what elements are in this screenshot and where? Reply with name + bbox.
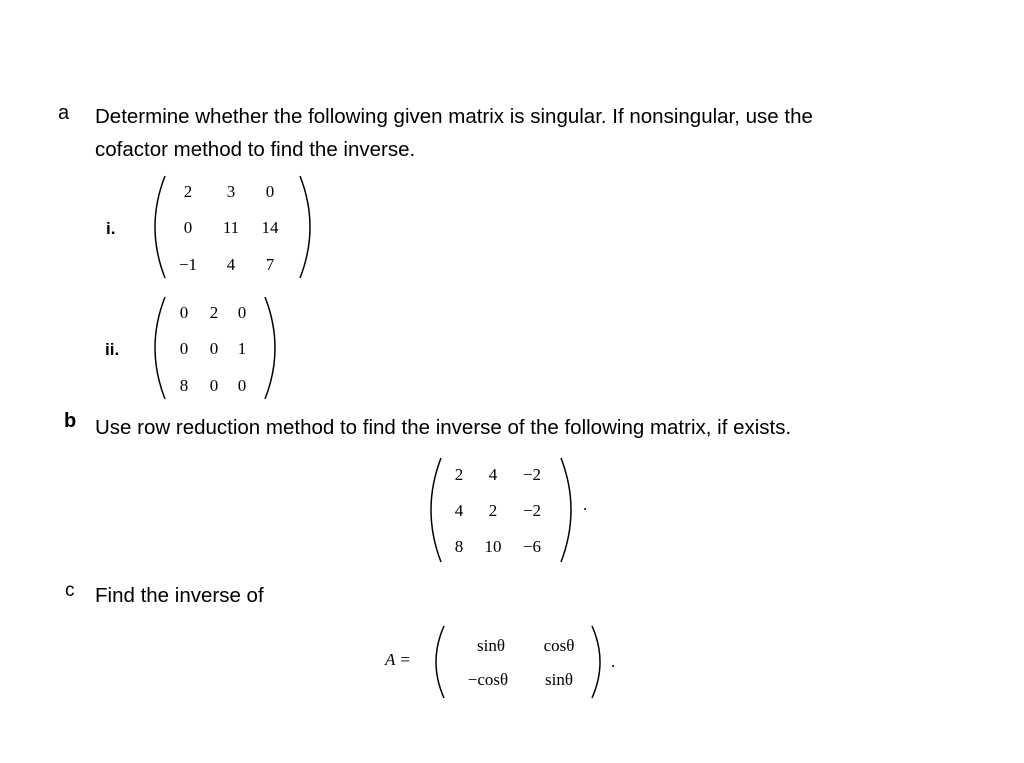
item-i-label: i. — [106, 219, 116, 238]
matrix-ii-cell: 0 — [179, 339, 189, 358]
matrix-b-cell: 2 — [488, 501, 498, 520]
matrix-ii-cell: 0 — [209, 339, 219, 358]
matrix-c-cell: cosθ — [543, 636, 575, 655]
matrix-c-cell: sinθ — [545, 670, 573, 689]
matrix-i-cell: 11 — [222, 218, 240, 237]
matrix-b-cell: −6 — [522, 537, 542, 556]
matrix-ii-cell: 0 — [179, 303, 189, 322]
matrix-c — [428, 622, 608, 702]
matrix-c-parentheses — [428, 622, 608, 702]
matrix-ii-cell: 0 — [237, 303, 247, 322]
matrix-i-cell: −1 — [178, 255, 198, 274]
matrix-i-cell: 3 — [226, 182, 236, 201]
matrix-b — [421, 454, 581, 566]
part-a-text-line2: cofactor method to find the inverse. — [95, 138, 416, 161]
part-b-text: Use row reduction method to find the inverse of the following matrix, if exists. — [95, 416, 792, 439]
matrix-i-cell: 14 — [261, 218, 279, 237]
matrix-ii-cell: 8 — [179, 376, 189, 395]
matrix-ii-cell: 0 — [237, 376, 247, 395]
matrix-b-cell: 10 — [484, 537, 502, 556]
matrix-i-cell: 4 — [226, 255, 236, 274]
matrix-ii-cell: 1 — [237, 339, 247, 358]
item-ii-label: ii. — [105, 340, 120, 359]
matrix-i — [145, 172, 320, 282]
matrix-i-cell: 0 — [265, 182, 275, 201]
matrix-b-period: . — [583, 495, 588, 514]
matrix-b-cell: 2 — [454, 465, 464, 484]
part-c-text: Find the inverse of — [95, 584, 264, 607]
matrix-ii — [145, 293, 285, 403]
matrix-i-cell: 0 — [183, 218, 193, 237]
matrix-i-cell: 7 — [265, 255, 275, 274]
matrix-c-lhs: A = — [385, 650, 411, 669]
matrix-i-cell: 2 — [183, 182, 193, 201]
matrix-c-cell: −cosθ — [467, 670, 509, 689]
matrix-b-cell: −2 — [522, 465, 542, 484]
part-b-label: b — [64, 410, 77, 432]
matrix-ii-cell: 2 — [209, 303, 219, 322]
matrix-b-cell: 4 — [454, 501, 464, 520]
matrix-b-cell: 8 — [454, 537, 464, 556]
matrix-b-cell: 4 — [488, 465, 498, 484]
matrix-c-cell: sinθ — [477, 636, 505, 655]
matrix-ii-cell: 0 — [209, 376, 219, 395]
part-a-text-line1: Determine whether the following given matrix is singular. If nonsingular, use the — [95, 105, 813, 128]
part-c-label: c — [65, 580, 75, 601]
matrix-b-cell: −2 — [522, 501, 542, 520]
part-a-label: a — [58, 102, 70, 124]
matrix-c-period: . — [611, 652, 616, 671]
